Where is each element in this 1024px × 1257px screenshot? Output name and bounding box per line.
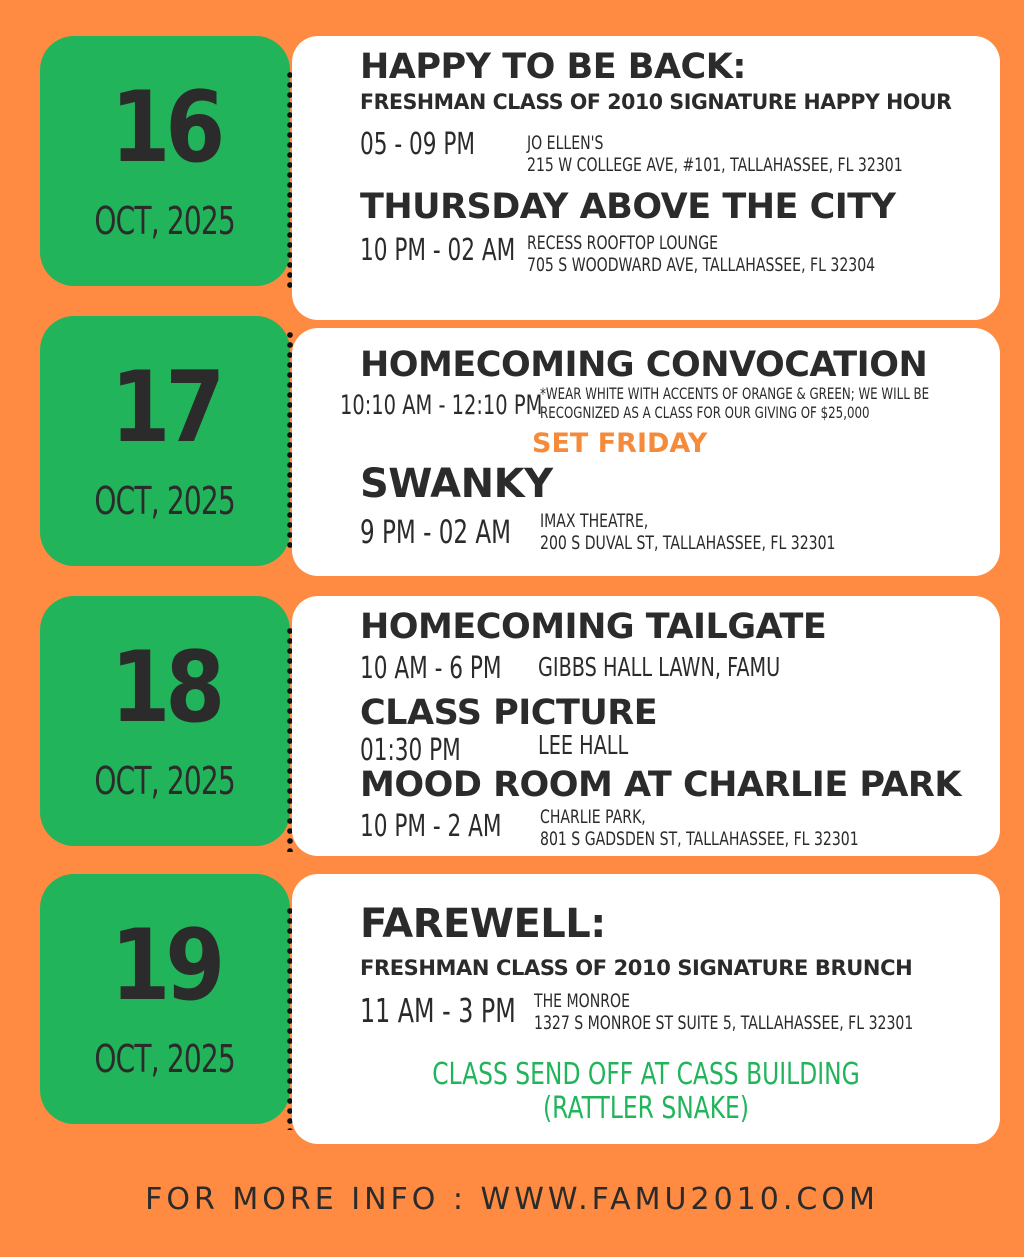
date-number: 19: [110, 909, 220, 1023]
event-title: CLASS PICTURE: [360, 693, 658, 733]
date-badge: [40, 596, 290, 846]
event-location: [527, 132, 903, 176]
event-time: 9 PM - 02 AM: [360, 513, 511, 551]
date-number: 18: [110, 631, 220, 745]
event-time: 11 AM - 3 PM: [360, 991, 516, 1030]
send-off-line: (RATTLER SNAKE): [543, 1091, 749, 1126]
event-title: FAREWELL:: [360, 901, 606, 947]
event-subtitle: FRESHMAN CLASS OF 2010 SIGNATURE HAPPY HOUR: [360, 90, 952, 114]
event-title: SWANKY: [360, 461, 553, 507]
venue-name: JO ELLEN'S: [527, 132, 604, 154]
event-card: [292, 874, 1000, 1144]
event-location: [540, 510, 836, 554]
event-time: 01:30 PM: [360, 733, 461, 768]
event-location: [527, 232, 875, 276]
event-card: [292, 596, 1000, 856]
set-friday-label: SET FRIDAY: [532, 428, 708, 459]
venue-address: 705 S WOODWARD AVE, TALLAHASSEE, FL 32304: [527, 254, 876, 276]
event-title: HOMECOMING CONVOCATION: [360, 345, 928, 385]
event-title: MOOD ROOM AT CHARLIE PARK: [360, 765, 962, 805]
event-title: THURSDAY ABOVE THE CITY: [360, 187, 896, 227]
note-line: *WEAR WHITE WITH ACCENTS OF ORANGE & GREEN; WE WILL BE: [540, 384, 930, 403]
event-note: [540, 384, 929, 422]
event-card: [292, 328, 1000, 576]
event-title: HOMECOMING TAILGATE: [360, 607, 827, 647]
event-card: [292, 36, 1000, 320]
date-month-year: OCT, 2025: [94, 479, 236, 523]
event-subtitle: FRESHMAN CLASS OF 2010 SIGNATURE BRUNCH: [360, 956, 913, 980]
event-time: 05 - 09 PM: [360, 127, 476, 162]
venue-address: 200 S DUVAL ST, TALLAHASSEE, FL 32301: [540, 532, 836, 554]
event-title: HAPPY TO BE BACK:: [360, 47, 746, 87]
footer-info-link[interactable]: FOR MORE INFO : WWW.FAMU2010.COM: [145, 1182, 879, 1217]
event-location: [540, 806, 859, 850]
event-time: 10 PM - 2 AM: [360, 809, 502, 844]
venue-name: GIBBS HALL LAWN, FAMU: [538, 653, 781, 683]
date-month-year: OCT, 2025: [94, 1037, 236, 1081]
venue-name: LEE HALL: [538, 731, 629, 761]
event-location: [534, 990, 913, 1034]
venue-name: IMAX THEATRE,: [540, 510, 649, 532]
date-number: 16: [110, 71, 220, 185]
venue-address: 1327 S MONROE ST SUITE 5, TALLAHASSEE, FL 32301: [534, 1012, 914, 1034]
venue-address: 215 W COLLEGE AVE, #101, TALLAHASSEE, FL 32301: [527, 154, 903, 176]
event-time: 10:10 AM - 12:10 PM: [340, 390, 543, 421]
event-time: 10 AM - 6 PM: [360, 651, 502, 686]
send-off-line: CLASS SEND OFF AT CASS BUILDING: [432, 1057, 860, 1092]
date-month-year: OCT, 2025: [94, 759, 236, 803]
event-time: 10 PM - 02 AM: [360, 233, 516, 268]
venue-name: CHARLIE PARK,: [540, 806, 646, 828]
venue-address: 801 S GADSDEN ST, TALLAHASSEE, FL 32301: [540, 828, 859, 850]
date-badge: [40, 874, 290, 1124]
venue-name: THE MONROE: [534, 990, 630, 1012]
date-month-year: OCT, 2025: [94, 199, 236, 243]
send-off-note: [292, 1058, 1000, 1126]
date-badge: [40, 316, 290, 566]
date-number: 17: [110, 351, 220, 465]
note-line: RECOGNIZED AS A CLASS FOR OUR GIVING OF $25,000: [540, 403, 870, 422]
date-badge: [40, 36, 290, 286]
venue-name: RECESS ROOFTOP LOUNGE: [527, 232, 719, 254]
